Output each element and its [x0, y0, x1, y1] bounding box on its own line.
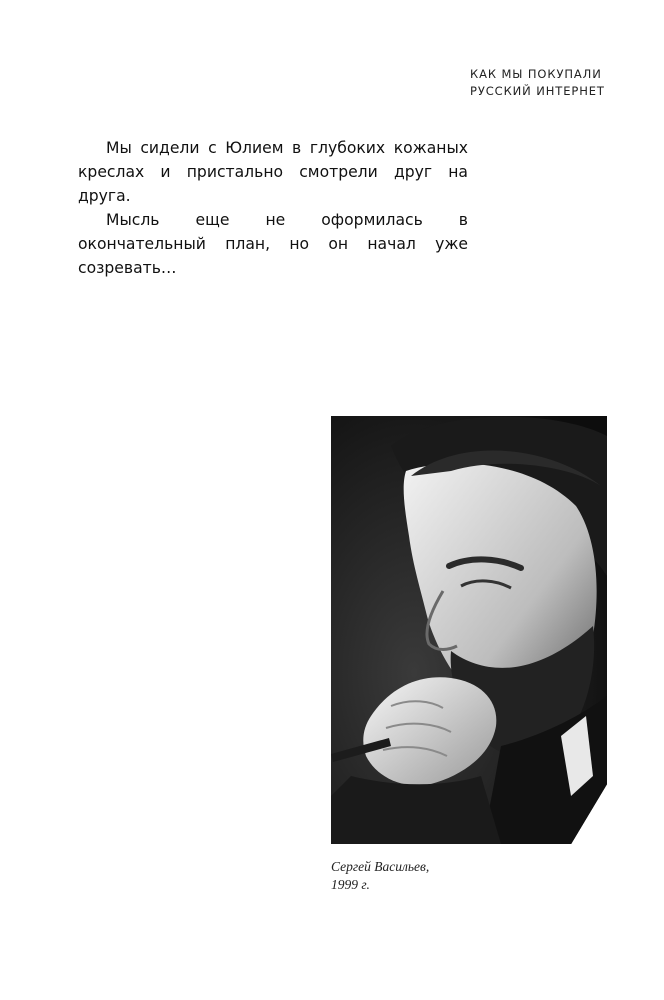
- paragraph-2: Мысль еще не оформилась в окончательный план, но он начал уже созревать…: [78, 211, 468, 277]
- running-head-line-1: КАК МЫ ПОКУПАЛИ: [470, 67, 602, 81]
- portrait-photo-icon: [331, 416, 607, 844]
- running-head-line-2: РУССКИЙ ИНТЕРНЕТ: [470, 84, 605, 98]
- portrait-photo: [331, 416, 607, 844]
- paragraph-1: Мы сидели с Юлием в глубоких кожаных креслах и пристально смотрели друг на друга.: [78, 139, 468, 205]
- body-text: [78, 136, 468, 280]
- running-head: [470, 66, 610, 100]
- photo-caption: [331, 858, 429, 894]
- caption-line-2: 1999 г.: [331, 877, 370, 892]
- caption-line-1: Сергей Васильев,: [331, 859, 430, 874]
